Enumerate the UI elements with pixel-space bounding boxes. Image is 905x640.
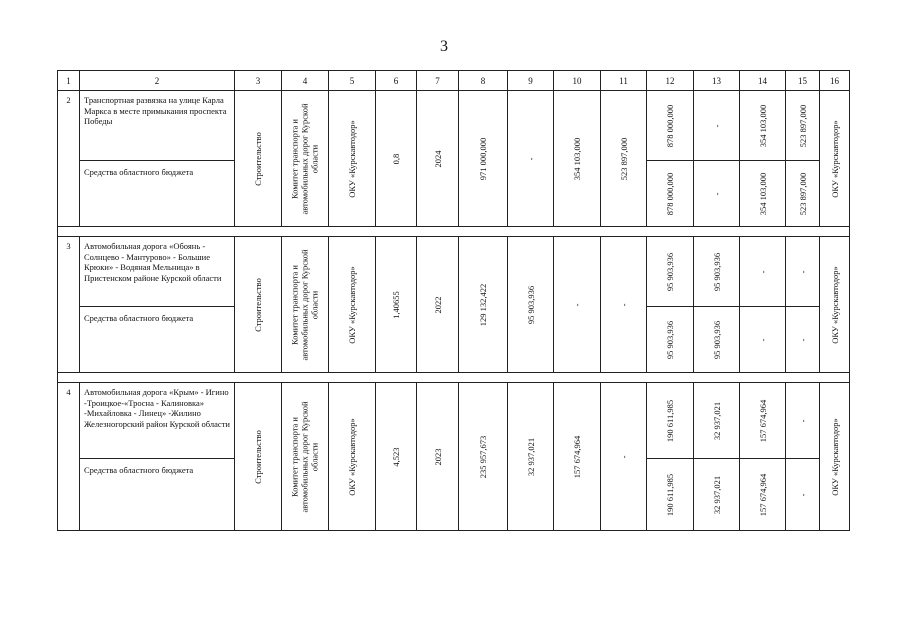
col-header: 12: [647, 71, 694, 91]
capacity-cell: [376, 383, 417, 531]
customer: Комитет транспорта и автомобильных дорог Курской области: [289, 401, 321, 513]
capacity: 4,523: [390, 446, 401, 467]
col15-value: -: [797, 270, 808, 273]
col14-cell: [740, 237, 786, 307]
capacity-cell: [376, 91, 417, 227]
customer-cell: [282, 237, 329, 373]
col10-cell: [554, 91, 601, 227]
col12-cell: [647, 459, 694, 531]
contractor: ОКУ «Курскавтодор»: [346, 265, 357, 344]
contractor-cell: [329, 237, 376, 373]
col-header: 13: [694, 71, 740, 91]
operator-cell: [820, 237, 850, 373]
col14-value: 157 674,964: [757, 473, 768, 516]
table-row: [58, 91, 850, 161]
col12-cell: [647, 307, 694, 373]
customer-cell: [282, 91, 329, 227]
cost: 235 957,673: [477, 435, 488, 478]
col15-cell: [786, 91, 820, 161]
col9-cell: [508, 237, 554, 373]
col-header: 4: [282, 71, 329, 91]
col13-cell: [694, 459, 740, 531]
cost: 971 000,000: [477, 137, 488, 180]
col-header: 5: [329, 71, 376, 91]
col12-value: 190 611,985: [664, 473, 675, 516]
object-name: Автомобильная дорога «Обоянь - Солнцево - Мантурово» - Большие Крюки» - Водяная Мельница» в Пристенском районе Курской области: [80, 237, 235, 307]
col13-value: 32 937,021: [711, 475, 722, 514]
gap-cell: [58, 227, 850, 237]
col15-value: -: [797, 338, 808, 341]
col14-value: -: [757, 338, 768, 341]
col15-value: 523 897,000: [797, 172, 808, 215]
operator: ОКУ «Курскавтодор»: [829, 265, 840, 344]
col10-value: -: [571, 303, 582, 306]
table-row: [58, 383, 850, 459]
col12-value: 878 000,000: [664, 104, 675, 147]
col14-value: 157 674,964: [757, 399, 768, 442]
col-header: 9: [508, 71, 554, 91]
contractor: ОКУ «Курскавтодор»: [346, 417, 357, 496]
work-type-cell: [235, 383, 282, 531]
header-row: [58, 71, 850, 91]
col10-cell: [554, 237, 601, 373]
col12-cell: [647, 237, 694, 307]
capacity: 1,40655: [390, 290, 401, 319]
col-header: 15: [786, 71, 820, 91]
col13-value: -: [711, 124, 722, 127]
col12-value: 95 903,936: [664, 320, 675, 359]
gap-cell: [58, 373, 850, 383]
col12-value: 878 000,000: [664, 172, 675, 215]
col13-cell: [694, 161, 740, 227]
year-cell: [417, 237, 459, 373]
year-cell: [417, 91, 459, 227]
col-header: 7: [417, 71, 459, 91]
col15-value: 523 897,000: [797, 104, 808, 147]
col15-value: -: [797, 493, 808, 496]
col13-value: 95 903,936: [711, 252, 722, 291]
col13-cell: [694, 91, 740, 161]
row-gap: [58, 227, 850, 237]
col9-cell: [508, 383, 554, 531]
customer: Комитет транспорта и автомобильных дорог Курской области: [289, 103, 321, 215]
col-header: 11: [601, 71, 647, 91]
operator: ОКУ «Курскавтодор»: [829, 119, 840, 198]
year: 2022: [432, 296, 443, 313]
col14-value: 354 103,000: [757, 172, 768, 215]
col12-cell: [647, 383, 694, 459]
col15-cell: [786, 459, 820, 531]
operator-cell: [820, 383, 850, 531]
col-header: 8: [459, 71, 508, 91]
row-number: 3: [58, 237, 80, 373]
col12-value: 95 903,936: [664, 252, 675, 291]
row-number: 2: [58, 91, 80, 227]
col11-value: -: [618, 455, 629, 458]
col13-value: -: [711, 192, 722, 195]
col-header: 16: [820, 71, 850, 91]
col13-cell: [694, 383, 740, 459]
col11-value: 523 897,000: [618, 137, 629, 180]
capacity: 0,8: [390, 153, 401, 164]
col13-value: 32 937,021: [711, 401, 722, 440]
col15-cell: [786, 307, 820, 373]
work-type: Строительство: [252, 429, 263, 484]
col9-value: 32 937,021: [525, 437, 536, 476]
row-number: 4: [58, 383, 80, 531]
operator-cell: [820, 91, 850, 227]
work-type: Строительство: [252, 131, 263, 186]
cost-cell: [459, 383, 508, 531]
col14-cell: [740, 459, 786, 531]
work-type: Строительство: [252, 277, 263, 332]
col11-value: -: [618, 303, 629, 306]
cost-cell: [459, 91, 508, 227]
funding-source: Средства областного бюджета: [80, 161, 235, 227]
col15-value: -: [797, 419, 808, 422]
contractor: ОКУ «Курскавтодор»: [346, 119, 357, 198]
col-header: 3: [235, 71, 282, 91]
table-row: [58, 237, 850, 307]
cost-cell: [459, 237, 508, 373]
col-header: 1: [58, 71, 80, 91]
col-header: 10: [554, 71, 601, 91]
capacity-cell: [376, 237, 417, 373]
year-cell: [417, 383, 459, 531]
col10-value: 354 103,000: [571, 137, 582, 180]
page-number: 3: [440, 38, 448, 55]
col9-value: 95 903,936: [525, 285, 536, 324]
col11-cell: [601, 383, 647, 531]
col15-cell: [786, 383, 820, 459]
col-header: 2: [80, 71, 235, 91]
col10-value: 157 674,964: [571, 435, 582, 478]
object-name: Автомобильная дорога «Крым» - Игино -Троицкое-«Тросна - Калиновка» -Михайловка - Линец» -Жилино Железногорский район Курской области: [80, 383, 235, 459]
customer-cell: [282, 383, 329, 531]
col13-cell: [694, 307, 740, 373]
col14-cell: [740, 383, 786, 459]
col12-value: 190 611,985: [664, 399, 675, 442]
object-name: Транспортная развязка на улице Карла Маркса в месте примыкания проспекта Победы: [80, 91, 235, 161]
col14-value: -: [757, 270, 768, 273]
contractor-cell: [329, 383, 376, 531]
col10-cell: [554, 383, 601, 531]
col9-value: -: [525, 157, 536, 160]
row-gap: [58, 373, 850, 383]
col15-cell: [786, 161, 820, 227]
funding-source: Средства областного бюджета: [80, 459, 235, 531]
col12-cell: [647, 161, 694, 227]
customer: Комитет транспорта и автомобильных дорог Курской области: [289, 249, 321, 361]
col14-value: 354 103,000: [757, 104, 768, 147]
col9-cell: [508, 91, 554, 227]
col14-cell: [740, 161, 786, 227]
year: 2023: [432, 448, 443, 465]
work-type-cell: [235, 91, 282, 227]
contractor-cell: [329, 91, 376, 227]
col11-cell: [601, 237, 647, 373]
year: 2024: [432, 150, 443, 167]
col11-cell: [601, 91, 647, 227]
col14-cell: [740, 91, 786, 161]
funding-source: Средства областного бюджета: [80, 307, 235, 373]
cost: 129 132,422: [477, 283, 488, 326]
col15-cell: [786, 237, 820, 307]
col-header: 14: [740, 71, 786, 91]
investment-table: [57, 70, 850, 531]
col13-value: 95 903,936: [711, 320, 722, 359]
operator: ОКУ «Курскавтодор»: [829, 417, 840, 496]
col-header: 6: [376, 71, 417, 91]
col13-cell: [694, 237, 740, 307]
col12-cell: [647, 91, 694, 161]
work-type-cell: [235, 237, 282, 373]
col14-cell: [740, 307, 786, 373]
